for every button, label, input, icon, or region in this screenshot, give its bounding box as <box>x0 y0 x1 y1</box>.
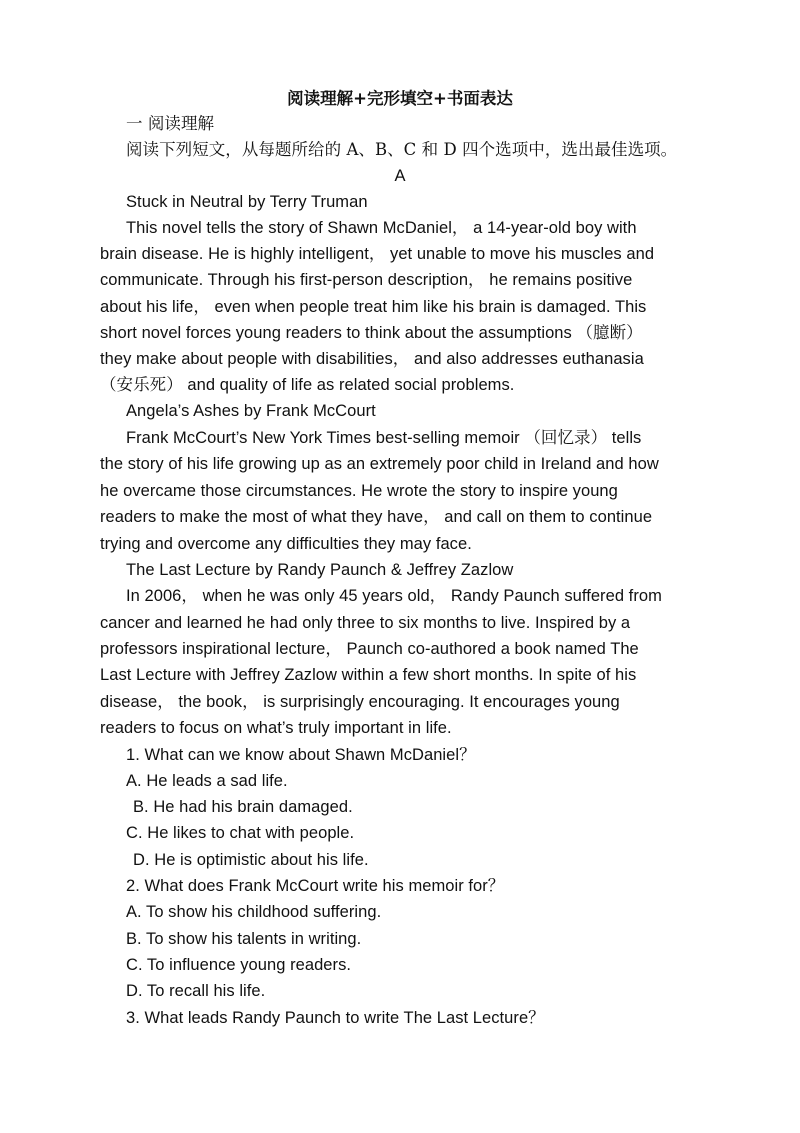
question-stem: 2. What does Frank McCourt write his memoir for？ <box>126 877 505 895</box>
question-option: B. He had his brain damaged. <box>133 798 353 816</box>
question-stem: 1. What can we know about Shawn McDaniel？ <box>126 746 476 764</box>
book-title: The Last Lecture by Randy Paunch & Jeffrey Zazlow <box>126 561 514 579</box>
paragraph-line: cancer and learned he had only three to six months to live. Inspired by a <box>100 614 631 632</box>
document-title: 阅读理解+完形填空+书面表达 <box>287 89 513 108</box>
paragraph-line: they make about people with disabilities， and also addresses euthanasia <box>100 350 644 368</box>
paragraph-line: he overcame those circumstances. He wrote the story to inspire young <box>100 482 618 500</box>
question-option: A. He leads a sad life. <box>126 772 288 790</box>
question-option: A. To show his childhood suffering. <box>126 903 382 921</box>
paragraph-line: communicate. Through his first-person description， he remains positive <box>100 271 633 289</box>
paragraph-line: readers to make the most of what they have， and call on them to continue <box>100 508 653 526</box>
paragraph-line: short novel forces young readers to think about the assumptions （臆断） <box>100 324 643 342</box>
paragraph-line: disease， the book， is surprisingly encouraging. It encourages young <box>100 693 620 711</box>
paragraph-line: Frank McCourt’s New York Times best-selling memoir （回忆录） tells <box>126 429 642 447</box>
paragraph-line: Last Lecture with Jeffrey Zazlow within a few short months. In spite of his <box>100 666 637 684</box>
question-option: D. He is optimistic about his life. <box>133 851 369 869</box>
paragraph-line: professors inspirational lecture， Paunch co-authored a book named The <box>100 640 639 658</box>
paragraph-line: （安乐死） and quality of life as related social problems. <box>100 376 515 394</box>
question-option: B. To show his talents in writing. <box>126 930 362 948</box>
question-option: C. To influence young readers. <box>126 956 351 974</box>
section-heading: 一 阅读理解 <box>126 114 215 133</box>
paragraph-line: readers to focus on what’s truly important in life. <box>100 719 452 737</box>
question-option: C. He likes to chat with people. <box>126 824 355 842</box>
paragraph-line: In 2006， when he was only 45 years old， Randy Paunch suffered from <box>126 587 662 605</box>
paragraph-line: This novel tells the story of Shawn McDaniel， a 14-year-old boy with <box>126 219 637 237</box>
question-stem: 3. What leads Randy Paunch to write The Last Lecture？ <box>126 1009 545 1027</box>
book-title: Stuck in Neutral by Terry Truman <box>126 193 368 211</box>
paragraph-line: brain disease. He is highly intelligent， yet unable to move his muscles and <box>100 245 655 263</box>
book-title: Angela’s Ashes by Frank McCourt <box>126 402 376 420</box>
question-option: D. To recall his life. <box>126 982 266 1000</box>
paragraph-line: about his life， even when people treat him like his brain is damaged. This <box>100 298 647 316</box>
paragraph-line: the story of his life growing up as an extremely poor child in Ireland and how <box>100 455 659 473</box>
passage-label: A <box>394 167 406 185</box>
paragraph-line: trying and overcome any difficulties they may face. <box>100 535 472 553</box>
instructions: 阅读下列短文，从每题所给的 A、B、C 和 D 四个选项中，选出最佳选项。 <box>126 140 678 159</box>
